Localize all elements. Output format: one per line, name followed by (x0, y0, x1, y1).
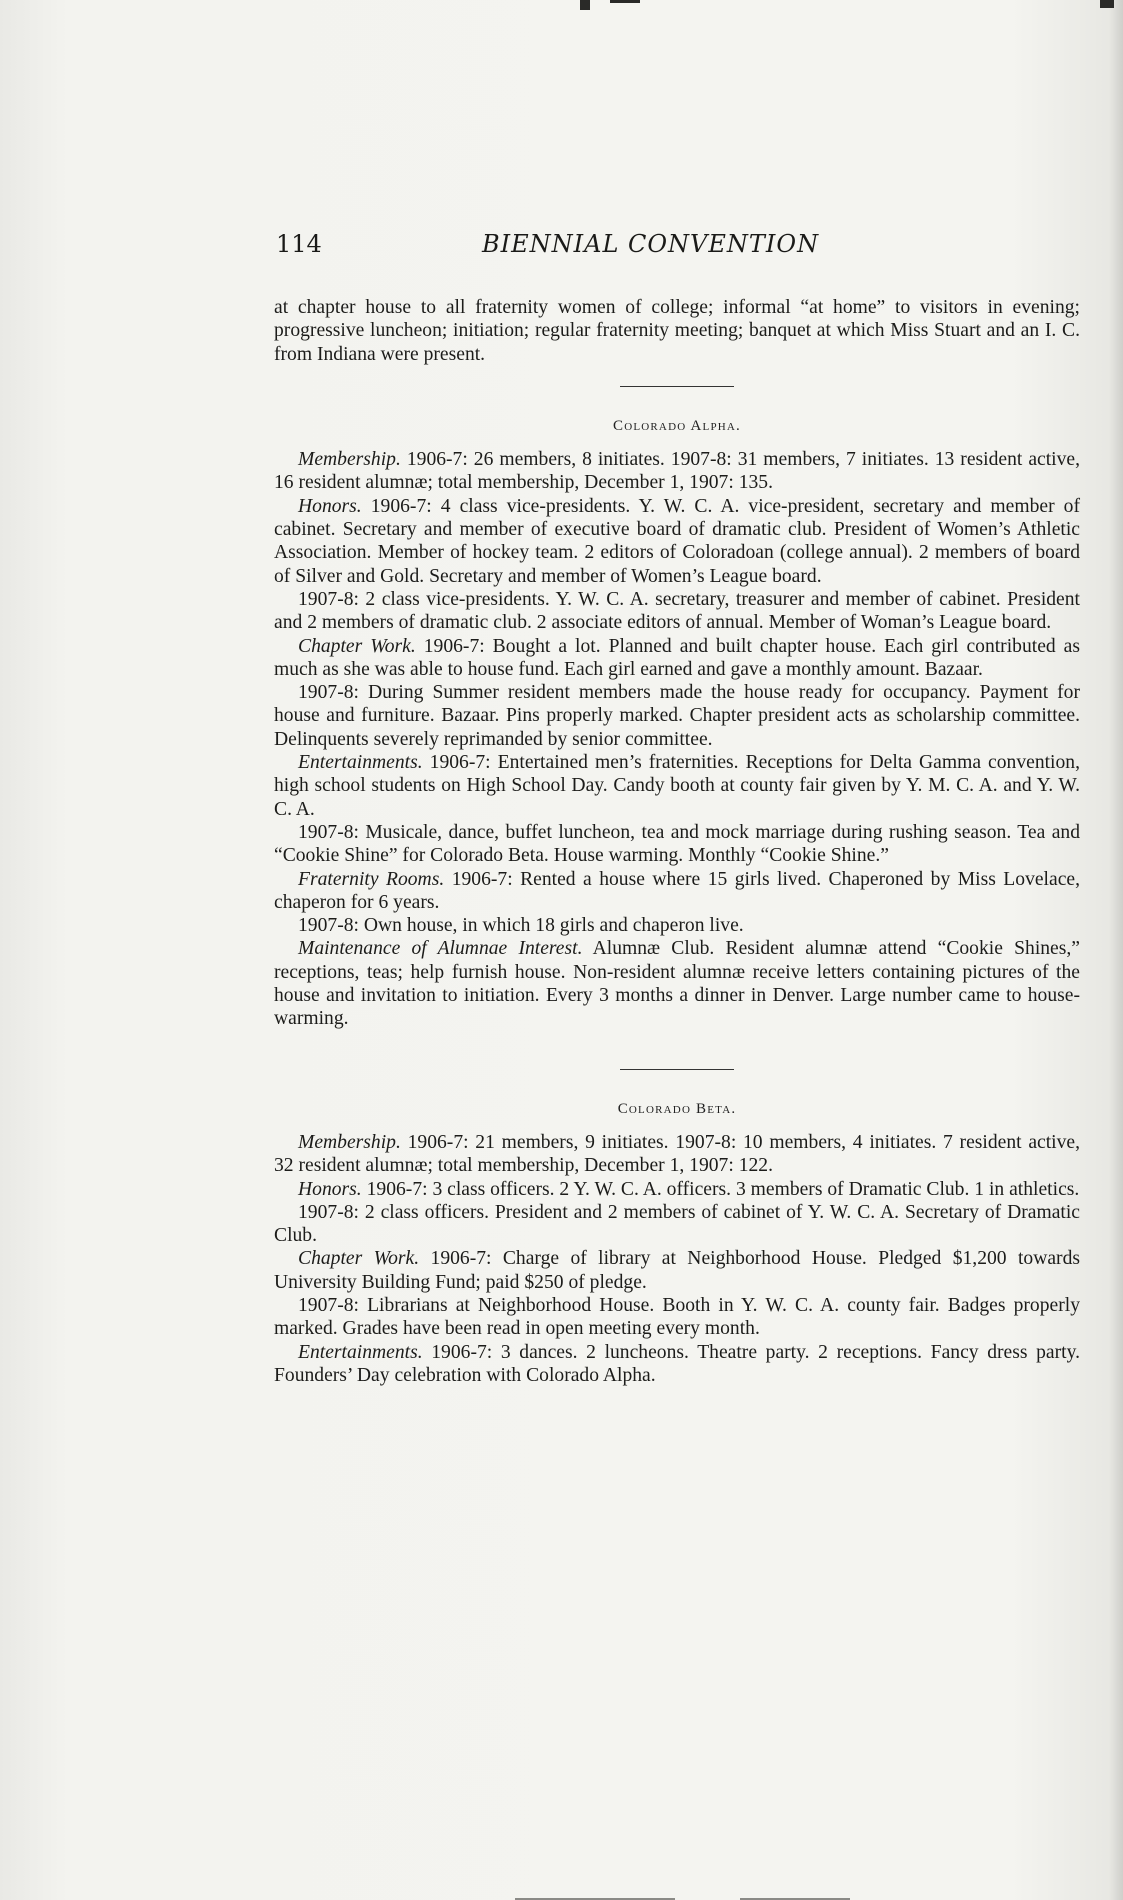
beta-membership (274, 1131, 1080, 1178)
text-entertainments: 1906-7: Entertained men’s fraternities. Receptions for Delta Gamma convention, high school students on High School Day. Candy booth at county fair given by Y. M. C. A. and Y. W. C. A. (274, 752, 1080, 820)
label-honors: Honors. (298, 495, 362, 517)
section-heading-colorado-beta: Colorado Beta. (617, 1100, 737, 1117)
text-honors: 1906-7: 3 class officers. 2 Y. W. C. A. officers. 3 members of Dramatic Club. 1 in athletics. (361, 1178, 1080, 1200)
alpha-honors (274, 495, 1080, 588)
alpha-entertainments-1907: 1907-8: Musicale, dance, buffet luncheon, tea and mock marriage during rushing season. Tea and “Cookie Shine” for Colorado Beta. House warming. Monthly “Cookie Shine.” (274, 821, 1080, 867)
page-body (274, 296, 1080, 1387)
label-chapter-work: Chapter Work. (298, 1248, 420, 1270)
text-chapter-work: 1906-7: Bought a lot. Planned and built chapter house. Each girl contributed as much as she was able to house fund. Each girl earned and gave a monthly amount. Bazaar. (274, 635, 1080, 680)
text-fraternity-rooms: 1906-7: Rented a house where 15 girls lived. Chaperoned by Miss Lovelace, chaperon for 6 years. (274, 868, 1080, 913)
scan-artifacts-top (0, 0, 1123, 14)
scan-mark (580, 0, 590, 10)
label-membership: Membership. (298, 449, 401, 471)
scan-mark (610, 0, 640, 3)
intro-paragraph: at chapter house to all fraternity women of college; informal “at home” to visitors in evening; progressive luncheon; initiation; regular fraternity meeting; banquet at which Miss Stuart and an I. C. from Indiana were present. (274, 297, 1080, 365)
alpha-chapter-work-1907: 1907-8: During Summer resident members made the house ready for occupancy. Payment for house and furniture. Bazaar. Pins properly marked. Chapter president acts as scholarship committee. Delinquents severely reprimanded by senior committee. (274, 682, 1080, 750)
text-chapter-work: 1906-7: Charge of library at Neighborhood House. Pledged $1,200 towards University Building Fund; paid $250 of pledge. (274, 1248, 1080, 1293)
page-header (276, 230, 876, 270)
alpha-membership (274, 448, 1080, 495)
beta-entertainments (274, 1341, 1080, 1388)
label-chapter-work: Chapter Work. (298, 635, 416, 657)
text-entertainments: 1906-7: 3 dances. 2 luncheons. Theatre party. 2 receptions. Fancy dress party. Founders’ Day celebration with Colorado Alpha. (274, 1341, 1080, 1386)
scan-mark (1100, 0, 1114, 8)
section-heading-colorado-alpha: Colorado Alpha. (612, 417, 741, 434)
alpha-chapter-work (274, 635, 1080, 682)
beta-honors-1907: 1907-8: 2 class officers. President and 2 members of cabinet of Y. W. C. A. Secretary of Dramatic Club. (274, 1201, 1080, 1247)
text-membership: 1906-7: 26 members, 8 initiates. 1907-8: 31 members, 7 initiates. 13 resident active, 16 resident alumnæ; total membership, December 1, 1907: 135. (274, 449, 1080, 494)
label-fraternity-rooms: Fraternity Rooms. (298, 868, 445, 890)
section-divider (620, 1069, 734, 1070)
beta-chapter-work-1907: 1907-8: Librarians at Neighborhood House. Booth in Y. W. C. A. county fair. Badges properly marked. Grades have been read in open meeting every month. (274, 1294, 1080, 1340)
alpha-entertainments (274, 751, 1080, 821)
text-membership: 1906-7: 21 members, 9 initiates. 1907-8: 10 members, 4 initiates. 7 resident active, 32 resident alumnæ; total membership, December 1, 1907: 122. (274, 1131, 1080, 1177)
label-membership: Membership. (298, 1131, 401, 1153)
beta-chapter-work (274, 1247, 1080, 1294)
running-title: BIENNIAL CONVENTION (482, 230, 820, 258)
alpha-fraternity-rooms-1907: 1907-8: Own house, in which 18 girls and chaperon live. (298, 915, 744, 937)
text-honors: 1906-7: 4 class vice-presidents. Y. W. C. A. vice-president, secretary and member of cabinet. Secretary and member of executive board of dramatic club. President of Women’s Athletic Association. Member of hockey team. 2 editors of Coloradoan (college annual). 2 members of board of Silver and Gold. Secretary and member of Women’s League board. (274, 495, 1080, 587)
label-entertainments: Entertainments. (298, 1341, 423, 1363)
page-edge-shadow (1109, 0, 1123, 1900)
label-entertainments: Entertainments. (298, 752, 423, 774)
text-alumnae-interest: Alumnæ Club. Resident alumnæ attend “Cookie Shines,” receptions, teas; help furnish house. Non-resident alumnæ receive letters containing pictures of the house and invitation to initiation. Every 3 months a dinner in Denver. Large number came to house-warming. (274, 938, 1080, 1030)
label-honors: Honors. (298, 1178, 362, 1200)
label-alumnae-interest: Maintenance of Alumnae Interest. (298, 938, 583, 960)
page-number: 114 (276, 230, 322, 258)
section-divider (620, 386, 734, 387)
alpha-alumnae-interest (274, 937, 1080, 1030)
beta-honors (274, 1178, 1080, 1201)
alpha-fraternity-rooms (274, 868, 1080, 915)
alpha-honors-1907: 1907-8: 2 class vice-presidents. Y. W. C. A. secretary, treasurer and member of cabinet. President and 2 members of dramatic club. 2 associate editors of annual. Member of Woman’s League board. (274, 588, 1080, 634)
